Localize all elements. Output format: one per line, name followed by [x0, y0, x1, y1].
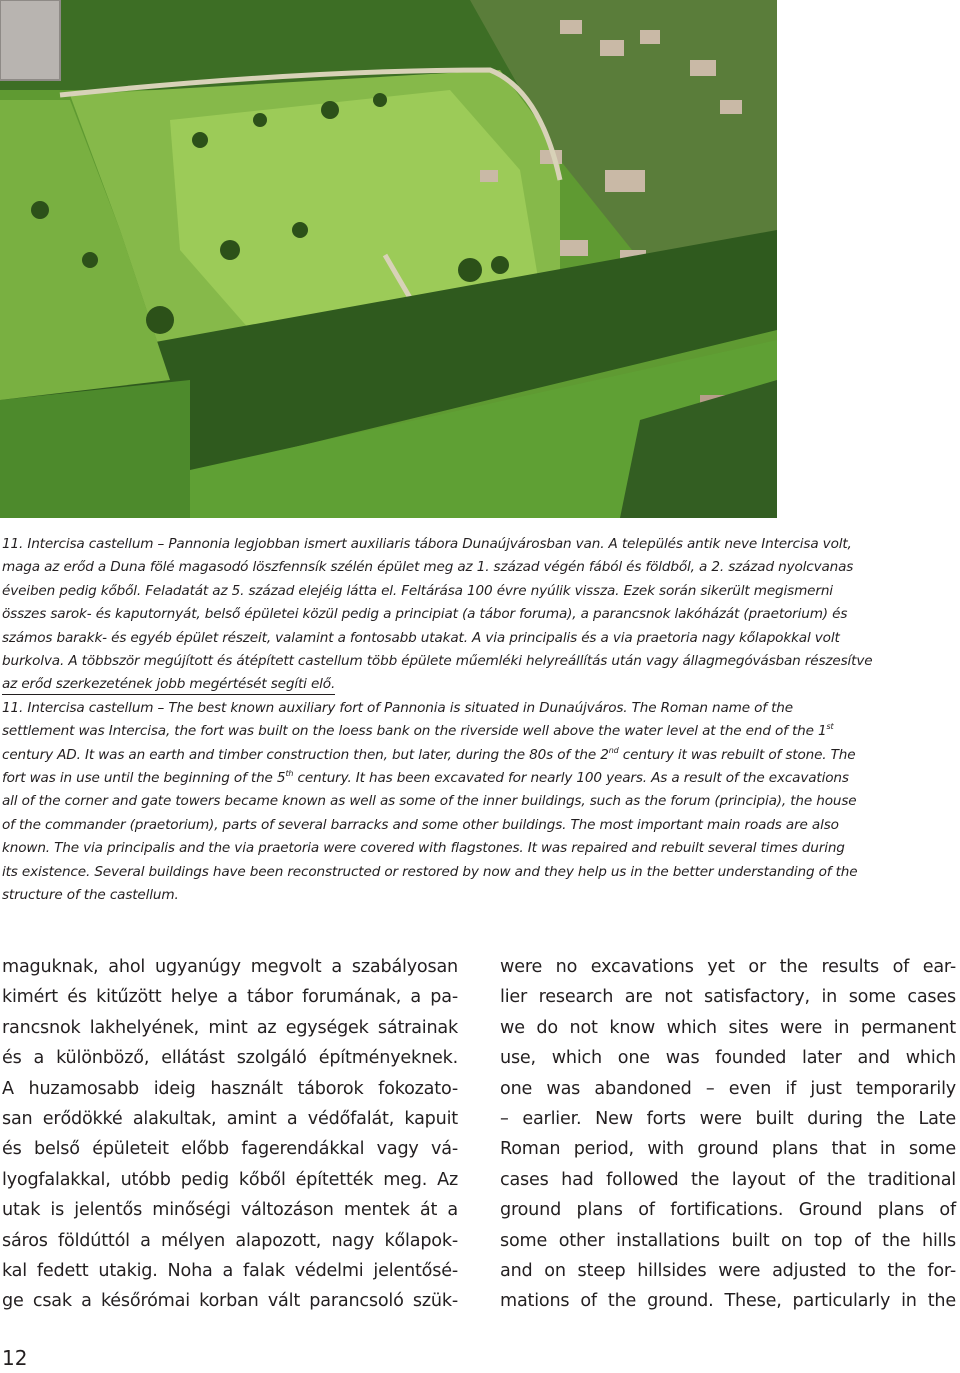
body-line: rancsnok lakhelyének, mint az egységek sátrainak: [2, 1017, 458, 1038]
body-line: cases had followed the layout of the traditional: [500, 1169, 956, 1190]
body-line: sáros földúttól a mélyen alapozott, nagy kőlapok-: [2, 1230, 458, 1251]
page-number: 12: [2, 1346, 28, 1370]
caption-en-line: century it was rebuilt of stone. The: [618, 746, 856, 763]
caption-en-line: settlement was Intercisa, the fort was built on the loess bank on the riverside well above the water level at the end of the 1: [2, 723, 827, 740]
caption-en-line: century AD. It was an earth and timber construction then, but later, during the 80s of the 2: [2, 746, 609, 763]
caption-en-line: century. It has been excavated for nearly 100 years. As a result of the excavations: [293, 770, 849, 787]
body-line: kal fedett utakig. Noha a falak védelmi jelentősé-: [2, 1261, 458, 1282]
body-line: ground plans of fortifications. Ground plans of: [500, 1200, 956, 1221]
caption-hungarian: [2, 533, 950, 697]
superscript: th: [285, 769, 294, 779]
caption-en-line: fort was in use until the beginning of the 5: [2, 770, 286, 787]
body-line: one was abandoned – even if just temporarily: [500, 1078, 956, 1099]
figure-caption: [2, 533, 950, 908]
body-line: lier research are not satisfactory, in some cases: [500, 987, 956, 1008]
caption-hu-line: összes sarok- és kaputornyát, belső épületei közül pedig a principiat (a tábor foruma), a parancsnok lakóházát (praetorium) és: [2, 606, 848, 623]
body-line: és belső épületeit előbb fagerendákkal vagy vá-: [2, 1139, 458, 1160]
body-line: use, which one was founded later and which: [500, 1048, 956, 1069]
body-line: maguknak, ahol ugyanúgy megvolt a szabályosan: [2, 957, 458, 977]
caption-english: [2, 697, 950, 908]
superscript: nd: [608, 745, 619, 755]
body-line: utak is jelentős minőségi változáson mentek át a: [2, 1200, 458, 1221]
body-line: and on steep hillsides were adjusted to the for-: [500, 1261, 956, 1282]
caption-en-line: structure of the castellum.: [2, 887, 179, 904]
body-line: Roman period, with ground plans that in some: [500, 1139, 956, 1160]
caption-hu-line: 11. Intercisa castellum – Pannonia legjobban ismert auxiliaris tábora Dunaújvárosban van. A település antik neve Intercisa volt,: [2, 536, 852, 552]
caption-hu-line: burkolva. A többször megújított és átépített castellum több épülete műemléki helyreállítás után vagy állagmegóvásban részesítve: [2, 653, 873, 670]
body-line: mations of the ground. These, particularly in the: [500, 1291, 956, 1312]
caption-en-line: of the commander (praetorium), parts of several barracks and some other buildings. The most important main roads are also: [2, 816, 839, 833]
caption-hu-line: éveiben pedig kőből. Feladatát az 5. század elejéig látta el. Feltárása 100 évre nyúlik vissza. Ezek során sikerült megismerni: [2, 582, 833, 599]
caption-hu-line: számos barakk- és egyéb épület részeit, valamint a fontosabb utakat. A via principalis és a via praetoria nagy kőlapokkal volt: [2, 629, 840, 646]
body-line: some other installations built on top of the hills: [500, 1230, 956, 1251]
superscript: st: [826, 722, 834, 732]
body-line: – earlier. New forts were built during the Late: [500, 1109, 956, 1130]
body-line: lyogfalakkal, utóbb pedig kőből építették meg. Az: [2, 1169, 458, 1190]
body-column-hungarian: [2, 952, 458, 1317]
body-line: A huzamosabb ideig használt táborok fokozato-: [2, 1078, 458, 1099]
caption-en-line: all of the corner and gate towers became known as well as some of the inner buildings, such as the forum (principia), the house: [2, 793, 857, 810]
caption-en-line: known. The via principalis and the via praetoria were covered with flagstones. It was repaired and rebuilt several times during: [2, 840, 845, 857]
aerial-photo-intercisa: [0, 0, 777, 518]
body-line: kimért és kitűzött helye a tábor forumának, a pa-: [2, 987, 458, 1008]
body-line: san erődökké alakultak, amint a védőfalát, kapuit: [2, 1109, 458, 1130]
body-line: were no excavations yet or the results of ear-: [500, 957, 956, 977]
caption-hu-line: az erőd szerkezetének jobb megértését segíti elő.: [2, 674, 335, 695]
body-column-english: [500, 952, 956, 1317]
body-line: és a különböző, ellátást szolgáló építményeknek.: [2, 1048, 458, 1069]
caption-hu-line: maga az erőd a Duna fölé magasodó löszfennsík szélén épület meg az 1. század végén fából és földből, a 2. század nyolcvanas: [2, 559, 854, 576]
body-line: ge csak a későrómai korban vált parancsoló szük-: [2, 1291, 458, 1312]
caption-en-line: its existence. Several buildings have been reconstructed or restored by now and they help us in the better understanding of the: [2, 863, 858, 880]
caption-en-line: 11. Intercisa castellum – The best known auxiliary fort of Pannonia is situated in Dunaújváros. The Roman name of the: [2, 699, 793, 716]
body-line: we do not know which sites were in permanent: [500, 1017, 956, 1038]
